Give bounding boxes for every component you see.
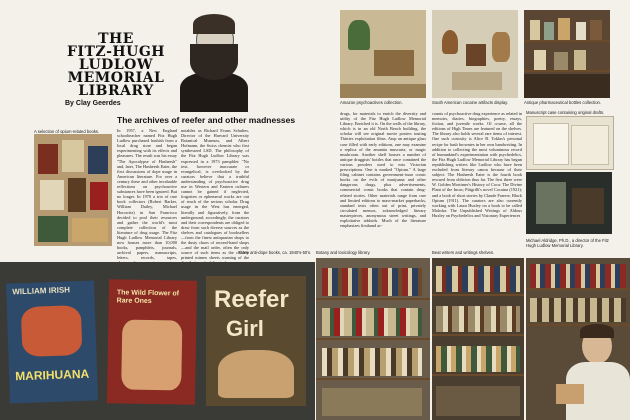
portrait-beard: [190, 44, 238, 80]
girl-title: Girl: [226, 316, 264, 341]
bottle: [544, 22, 554, 40]
cover-illustration: [21, 305, 83, 357]
caption-botany: Botany and toxicology library.: [316, 250, 371, 255]
shelf: [526, 288, 630, 290]
cover-illustration: [218, 350, 294, 398]
title-line: LUDLOW: [78, 57, 154, 73]
display-base: [452, 72, 502, 90]
title-line: THE: [98, 31, 134, 47]
shelf: [524, 70, 610, 72]
book-row: [530, 264, 626, 288]
article-column-3: drugs, for materials to enrich the diversity and utility of the Fitz Hugh Ludlow Memorial Library. Enriched it is. On the walls of the library, which is in an old North Beach building, the scholar will see original movie posters touting Thirties exploitation films. Atop an antique glass case filled with early editions, one may examine a replica of the amanita muscaria, or magic mushroom. Another shelf houses a number of antique druggists' bottles that once contained the various powders used to mix Victorian prescriptions. One is marked "Opium." A large filing cabinet contains government-issue comic books on the evils of marijuana and other dangerous drugs, plus advertisements, commercial comic books that contain drug-related stories. Other materials range from rare and limited editions to mass-market paperbacks, standard texts often out of print, privately circulated memos, acknowledged literary masterpieces, anonymous street writings, and exploitative tabloids. Much of the literature emphasizes firsthand ac-: [340, 111, 426, 229]
plant-specimen: [348, 20, 370, 50]
director-book: [556, 384, 584, 404]
bottle: [590, 20, 602, 40]
book-row: [322, 308, 422, 336]
caption-manuscript: Manuscript case containing original drafts.: [526, 110, 605, 115]
book-row: [436, 306, 520, 332]
cabinet-base: [524, 74, 610, 98]
shelf: [432, 334, 524, 336]
bottle: [558, 18, 570, 40]
byline: By Clay Geerdes: [65, 100, 121, 107]
shelf: [432, 294, 524, 296]
shelf: [316, 338, 430, 340]
marihuana-author: WILLIAM IRISH: [12, 285, 71, 297]
reading-room-photo: [526, 172, 612, 234]
cover-illustration: [121, 319, 182, 390]
amazon-photo: [340, 10, 426, 98]
title-line: FITZ-HUGH: [66, 44, 166, 60]
shelf: [316, 378, 430, 380]
caption-amazon: Amazon psychoactives collection.: [340, 100, 403, 105]
display-shelf: [340, 84, 426, 98]
shelf: [432, 374, 524, 376]
bottle: [576, 22, 586, 40]
opium-books-photo: [34, 134, 112, 246]
marihuana-title: MARIHUANA: [14, 366, 90, 384]
pharma-bottles-photo: [524, 10, 610, 98]
caption-director: Michael Aldridge, Ph.D., a director of the Fitz Hugh Ludlow Memorial Library.: [526, 238, 609, 248]
book-cover: [40, 180, 64, 210]
clay-figure: [492, 32, 510, 62]
book-stack: [572, 188, 604, 224]
book-cover: [72, 218, 108, 242]
library-title: [56, 33, 176, 98]
director-photo: [526, 258, 630, 420]
artifact-box: [374, 50, 414, 76]
manuscript-photo: [526, 116, 614, 170]
anti-dope-books-photo: [0, 262, 315, 420]
director-hair: [580, 324, 614, 338]
book-cover: [90, 182, 108, 210]
book-cover: [88, 146, 108, 174]
manuscript-page: [533, 123, 569, 165]
book-row: [436, 386, 520, 416]
article-headline: The archives of reefer and other madnesses: [117, 115, 296, 125]
article-column-1: In 1957, a New England schoolteacher named Fitz Hugh Ludlow purchased hashish from a local drug store and began experimenting with its effects and pleasures. The result was his essay "The Apocalypse of Hasheesh" and, later, The Hasheesh Eater, the first discussions of dope usage in American literature. For over a century these and other invaluable reflections on psychoactive substances have been ignored. But no longer. In 1970 a trio of rare book collectors (Robert Barker, William Dailey, Michael Horowitz) in San Francisco decided to pool their resources and gather the world's most complete collection of the literature of drug usage. The Fitz Hugh Ludlow Memorial Library now houses more than 10,000 books, pamphlets, journals, archival papers, manuscripts, letters, records, tapes,: [117, 128, 177, 261]
caption-cocaine: South American cocaine artifacts display.: [432, 100, 509, 105]
bottle: [530, 20, 540, 40]
ludlow-portrait: [178, 10, 250, 110]
book-cover: [38, 144, 58, 174]
shelf: [526, 324, 630, 326]
caption-writers: Beat writers and writings shelves.: [432, 250, 495, 255]
shelf: [524, 40, 610, 42]
bottle: [534, 50, 546, 70]
book-row: [436, 346, 520, 372]
clay-figure: [442, 30, 458, 54]
book-cover: [38, 216, 68, 242]
article-column-2: notables as Richard Evans Schultes, Director of the Harvard University Botanical Museum, and Albert Hofmann, the Swiss chemist who first synthesized LSD. The philosophy of the Fitz Hugh Ludlow Library was expressed in a 1973 pamphlet: "No text, however inaccurate or evangelical, is overlooked by the curators believe that a truthful understanding of psychoactive drug use in Western and Eastern cultures cannot be gained if neglected, forgotten or ephemeral works are out of reach of the serious scholar. Drug usage in the West has emerged, literally and figuratively, from the underground; accordingly, the curators and their correspondents are obliged to draw from such diverse sources as the shelves and catalogues of booksellers—from the finest antiquarian shops to the dusty chaos of second-hand shops—and the mail order, often the only source of such items as the crudely printed mimeo sheets warning of the: [181, 128, 249, 261]
clay-figure: [466, 44, 486, 66]
marihuana-book-cover: [6, 281, 98, 404]
article-column-4: counts of psychoactive drug experience as related in memoirs, diaries, biographies, poetry, essays, fiction, and juvenile works. Of course, all the editions of High Times are featured on the shelves. The library also holds several rare items of interest. One such curiosity is Alice B. Toklas's personal recipe for hash brownies in her own handwriting. In addition to collecting the most voluminous record of humankind's experimentation with psychedelics, the Fitz Hugh Ludlow Memorial Library has begun republishing writers like Ludlow who have been excluded from literary canon because of their subject. The Hasheesh Eater is the fourth book rescued from oblivion thus far. The first three were W. Golden Mortimer's History of Coca: The Divine Plant of the Incas; Pitigrilli's novel Cocaina (1921); and a book of short stories by Claude Farrere, Black Opium (1911). The curators are also currently working with Laura Huxley on a book to be called Moksha: The Unpublished Writings of Aldous Huxley on Psychedelics and Visionary Experiences: [432, 111, 522, 218]
bottle: [574, 50, 586, 70]
caption-pharma: Antique pharmaceutical bottles collection.: [524, 100, 602, 105]
shelf: [316, 298, 430, 300]
manuscript-page: [571, 125, 609, 165]
book-cover: [68, 178, 86, 212]
book-row: [530, 298, 626, 322]
book-row: [322, 348, 422, 376]
beat-writers-photo: [432, 258, 524, 420]
book-row: [322, 268, 422, 296]
title-line: MEMORIAL: [67, 70, 165, 86]
title-line: LIBRARY: [78, 83, 154, 99]
book-row: [436, 266, 520, 292]
bottle-row: [322, 388, 422, 416]
caption-anti-dope: Three anti-dope books, ca. 1940's-50's.: [238, 250, 312, 255]
portrait-hair: [193, 14, 235, 34]
book-cover: [62, 140, 84, 172]
middle-book-title: The Wild Flower of Rare Ones: [116, 289, 180, 305]
caption-opium-books: A selection of opium-related books.: [34, 129, 100, 134]
bottle: [554, 52, 568, 70]
middle-book-cover: [107, 279, 197, 405]
reefer-title: Reefer: [214, 286, 289, 313]
reefer-girl-cover: [206, 276, 306, 406]
window: [536, 182, 566, 224]
botany-library-photo: [316, 258, 430, 420]
cocaine-artifacts-photo: [432, 10, 518, 98]
